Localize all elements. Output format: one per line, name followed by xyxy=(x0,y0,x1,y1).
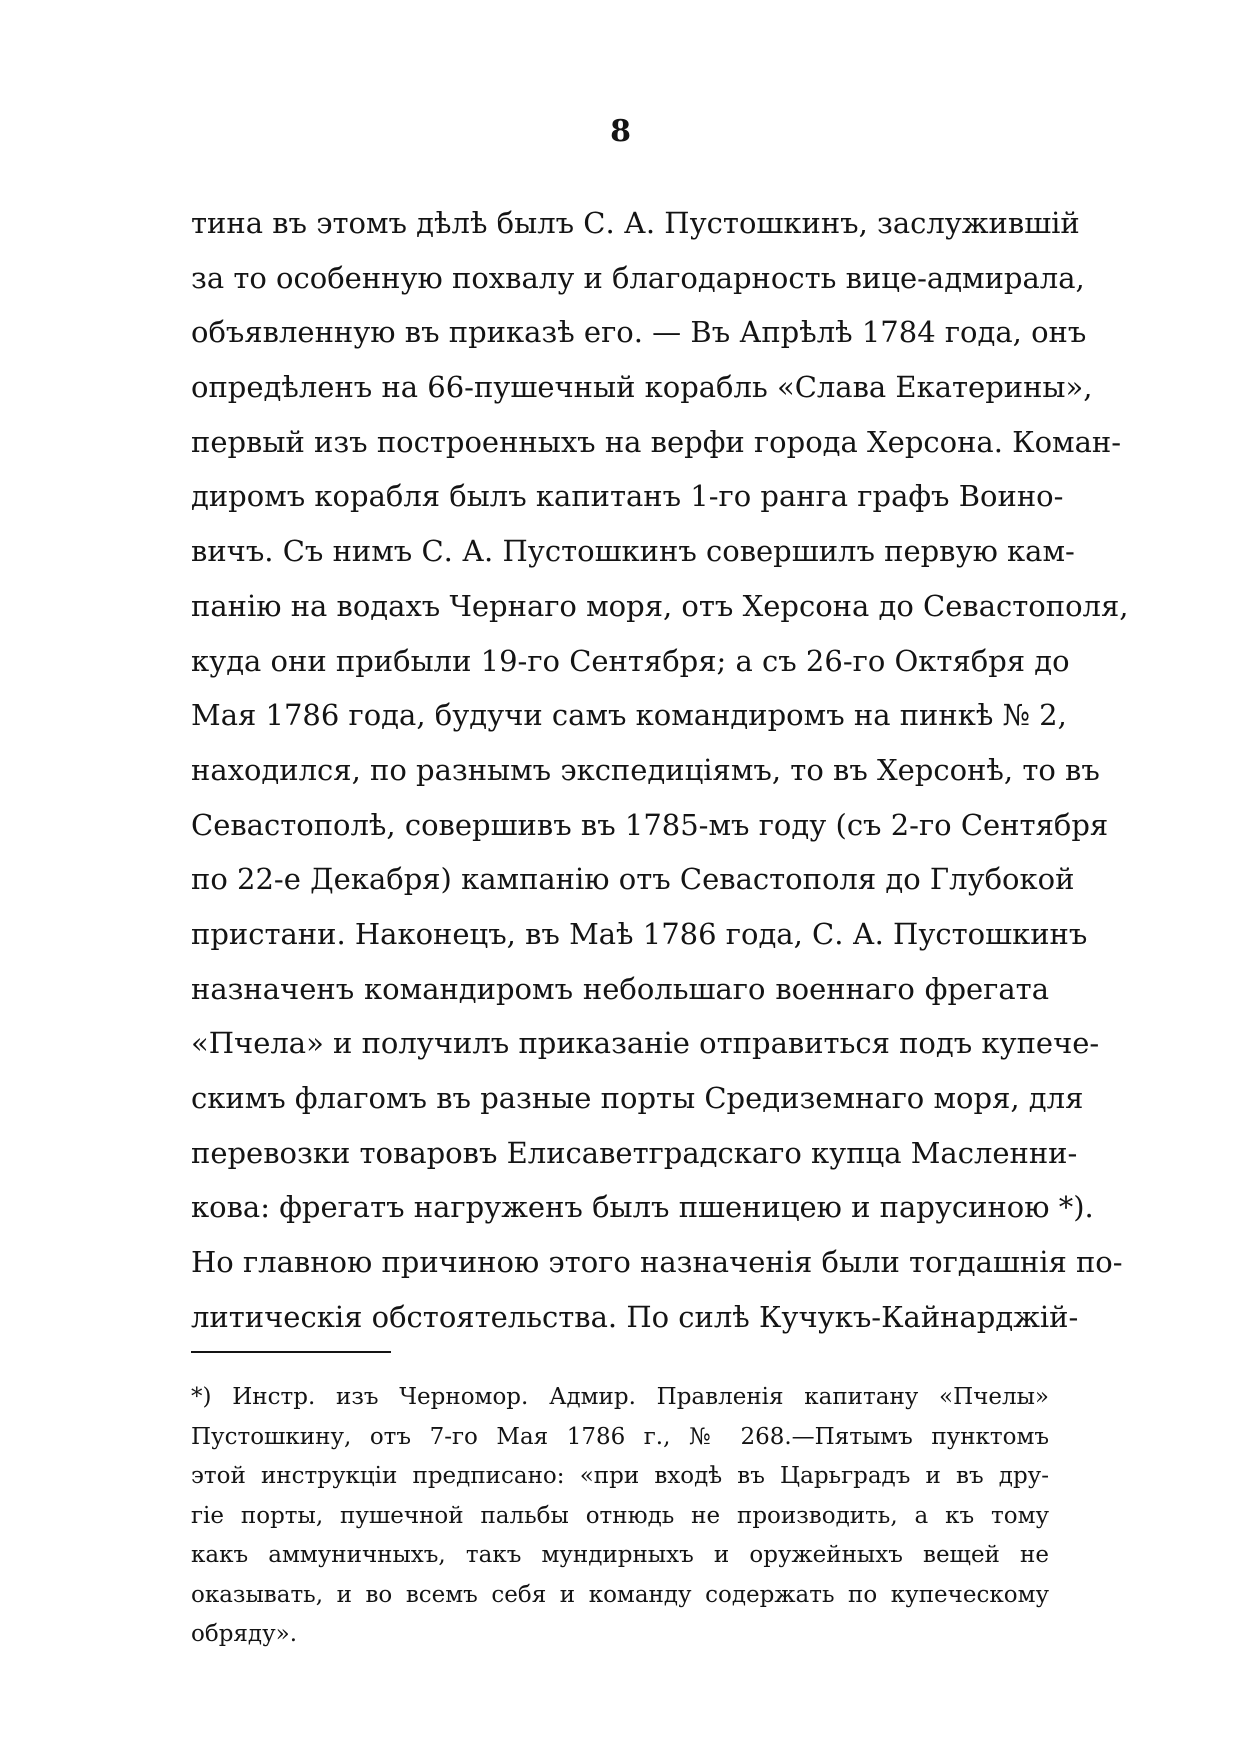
text-line: Но главною причиною этого назначенія были тогдашнія по- xyxy=(191,1245,1123,1280)
text-line: Мая 1786 года, будучи самъ командиромъ на пинкѣ № 2, xyxy=(191,698,1067,733)
text-line: перевозки товаровъ Елисаветградскаго купца Масленни- xyxy=(191,1135,1078,1170)
text-line: диромъ корабля былъ капитанъ 1-го ранга графъ Воино- xyxy=(191,479,1064,514)
main-text xyxy=(191,196,1129,1344)
footnote-line: Пустошкину, отъ 7-го Мая 1786 г., № 268.—Пятымъ пунктомъ xyxy=(191,1423,1049,1450)
text-line: Севастополѣ, совершивъ въ 1785-мъ году (съ 2-го Сентября xyxy=(191,807,1109,842)
text-line: куда они прибыли 19-го Сентября; а съ 26-го Октября до xyxy=(191,643,1070,678)
page-number: 8 xyxy=(610,114,631,149)
footnote-line: этой инструкціи предписано: «при входѣ въ Царьградъ и въ дру- xyxy=(191,1463,1049,1489)
text-line: пристани. Наконецъ, въ Маѣ 1786 года, С. А. Пустошкинъ xyxy=(191,916,1088,951)
footnote-line: какъ аммуничныхъ, такъ мундирныхъ и оружейныхъ вещей не xyxy=(191,1542,1049,1568)
text-line: объявленную въ приказѣ его. — Въ Апрѣлѣ 1784 года, онъ xyxy=(191,315,1087,350)
footnote-line: обряду». xyxy=(191,1621,298,1647)
text-line: литическія обстоятельства. По силѣ Кучукъ-Кайнарджій- xyxy=(191,1299,1079,1334)
text-line: по 22-е Декабря) кампанію отъ Севастополя до Глубокой xyxy=(191,862,1075,897)
footnote-line: оказывать, и во всемъ себя и команду содержать по купеческому xyxy=(191,1581,1049,1608)
text-line: панію на водахъ Чернаго моря, отъ Херсона до Севастополя, xyxy=(191,588,1129,623)
text-line: первый изъ построенныхъ на верфи города Херсона. Коман- xyxy=(191,424,1122,459)
text-line: скимъ флагомъ въ разные порты Средиземнаго моря, для xyxy=(191,1081,1084,1115)
text-line: «Пчела» и получилъ приказаніе отправиться подъ купече- xyxy=(191,1026,1100,1061)
footnote-line: гіе порты, пушечной пальбы отнюдь не производить, а къ тому xyxy=(191,1502,1049,1529)
text-line: назначенъ командиромъ небольшаго военнаго фрегата xyxy=(191,971,1049,1006)
text-line: тина въ этомъ дѣлѣ былъ С. А. Пустошкинъ, заслужившій xyxy=(191,206,1080,240)
footnote-line: *) Инстр. изъ Черномор. Адмир. Правленія капитану «Пчелы» xyxy=(191,1384,1049,1410)
text-line: за то особенную похвалу и благодарность вице-адмирала, xyxy=(191,260,1085,295)
text-line: вичъ. Съ нимъ С. А. Пустошкинъ совершилъ первую кам- xyxy=(191,534,1075,569)
text-line: находился, по разнымъ экспедиціямъ, то въ Херсонѣ, то въ xyxy=(191,752,1100,787)
text-line: кова: фрегатъ нагруженъ былъ пшеницею и парусиною *). xyxy=(191,1190,1094,1225)
footnote-divider xyxy=(191,1351,391,1353)
text-line: опредѣленъ на 66-пушечный корабль «Слава Екатерины», xyxy=(191,370,1093,405)
footnote xyxy=(191,1378,1049,1655)
